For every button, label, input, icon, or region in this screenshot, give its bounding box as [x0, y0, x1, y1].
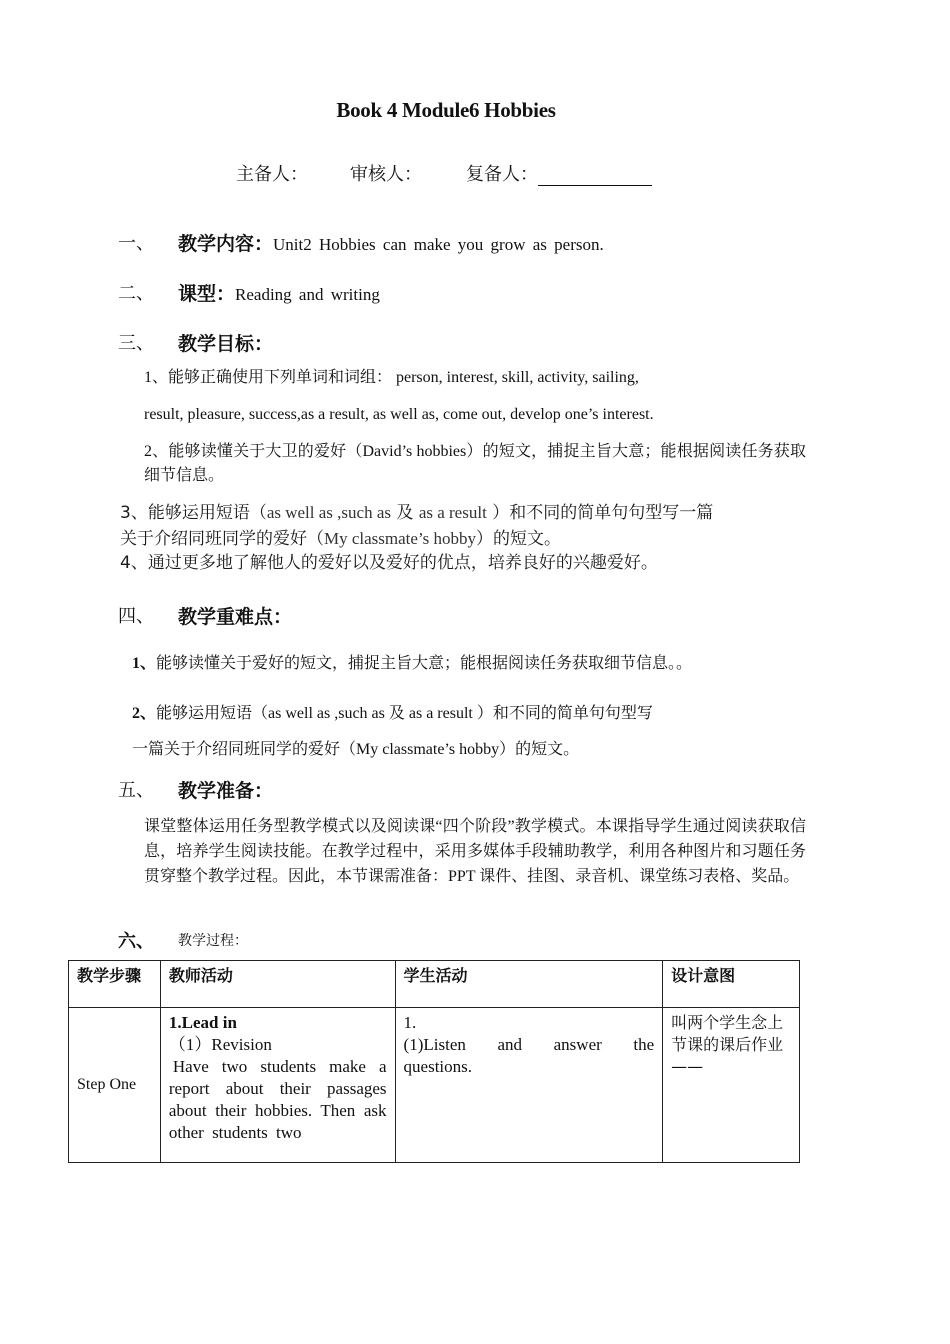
- table-row: [69, 1008, 800, 1163]
- section-5-number: 五、: [118, 780, 154, 801]
- table-header-row: [69, 961, 800, 1008]
- preparer-copy-blank: [538, 163, 652, 186]
- header-step: 教学步骤: [69, 961, 161, 1008]
- section-1-body: Unit2 Hobbies can make you grow as person.: [273, 235, 604, 254]
- page-title: Book 4 Module6 Hobbies: [336, 98, 556, 122]
- goal-3-phrase-2: as a result: [418, 503, 487, 522]
- section-2-number: 二、: [118, 283, 154, 304]
- goal-3-line-1: 3、能够运用短语（as well as ,such as 及 as a result ）和不同的简单句句型写一篇: [120, 503, 714, 523]
- key-point-2-number: 2、: [132, 705, 157, 722]
- goal-2: 2、能够读懂关于大卫的爱好（David’s hobbies）的短文，捕捉主旨大意；能根据阅读任务获取细节信息。: [144, 443, 806, 484]
- section-2-body: Reading and writing: [235, 285, 380, 304]
- section-4-heading: 教学重难点：: [178, 606, 293, 628]
- goal-3-phrase: as well as ,such as: [266, 503, 391, 522]
- student-activity-cell: [395, 1008, 663, 1163]
- preparer-reviewer-label: 审核人：: [350, 164, 422, 185]
- section-4-number: 四、: [118, 606, 154, 627]
- teacher-activity-cell: [160, 1008, 395, 1163]
- header-design-intent: 设计意图: [663, 961, 800, 1008]
- teacher-activity-body: Have two students make a report about their passages about their hobbies. Then ask other students two: [168, 1057, 387, 1142]
- section-5-heading: 教学准备：: [178, 780, 274, 802]
- goal-3-line-2: 关于介绍同班同学的爱好（My classmate’s hobby）的短文。: [120, 529, 562, 549]
- section-6-number: 六、: [118, 931, 154, 952]
- preparation-text: 课堂整体运用任务型教学模式以及阅读课“四个阶段”教学模式。本课指导学生通过阅读获取信息，培养学生阅读技能。在教学过程中，采用多媒体手段辅助教学，利用各种图片和习题任务贯穿整个教学过程。因此，本节课需准备：PPT 课件、挂图、录音机、课堂练习表格、奖品。: [144, 818, 806, 885]
- section-1-number: 一、: [118, 233, 154, 254]
- step-cell: Step One: [69, 1008, 161, 1163]
- preparer-copy-label: [466, 160, 652, 186]
- header-student-activity: 学生活动: [395, 961, 663, 1008]
- preparer-copy-text: 复备人：: [466, 164, 538, 185]
- section-3-heading: 教学目标：: [178, 333, 274, 355]
- teacher-activity-subtitle: （1）Revision: [168, 1035, 272, 1054]
- section-3: [118, 329, 878, 357]
- teaching-process-table: [68, 960, 800, 1163]
- key-point-2-line-2: 一篇关于介绍同班同学的爱好（My classmate’s hobby）的短文。: [132, 741, 580, 758]
- goal-1-line-2: result, pleasure, success,as a result, as well as, come out, develop one’s interest.: [144, 406, 654, 423]
- section-2-heading: 课型：Reading and writing: [178, 283, 380, 305]
- section-6: [118, 927, 418, 951]
- goal-4: 4、通过更多地了解他人的爱好以及爱好的优点，培养良好的兴趣爱好。: [120, 553, 658, 573]
- teacher-activity-title: 1.Lead in: [168, 1013, 237, 1032]
- student-activity-number: 1.: [403, 1013, 417, 1032]
- goal-1-line-1: 1、能够正确使用下列单词和词组： person, interest, skill, activity, sailing,: [144, 369, 639, 386]
- key-point-1-number: 1、: [132, 655, 157, 672]
- goal-3-classmate-phrase: My classmate’s hobby: [324, 529, 477, 548]
- section-5: [118, 776, 878, 804]
- design-intent-cell: 叫两个学生念上节课的课后作业——: [663, 1008, 800, 1163]
- section-4: [118, 602, 878, 630]
- section-6-heading: 教学过程：: [178, 933, 248, 949]
- preparer-main-label: 主备人：: [236, 164, 308, 185]
- key-point-1: 1、能够读懂关于爱好的短文，捕捉主旨大意；能根据阅读任务获取细节信息。。: [132, 655, 693, 672]
- section-2: [118, 279, 878, 307]
- section-3-number: 三、: [118, 333, 154, 354]
- key-point-2-line-1: 2、能够运用短语（as well as ,such as 及 as a result ）和不同的简单句句型写: [132, 705, 653, 722]
- section-1: [118, 229, 878, 257]
- section-1-heading: 教学内容：Unit2 Hobbies can make you grow as person.: [178, 233, 604, 255]
- student-activity-body: (1)Listen and answer the questions.: [403, 1035, 655, 1076]
- header-teacher-activity: 教师活动: [160, 961, 395, 1008]
